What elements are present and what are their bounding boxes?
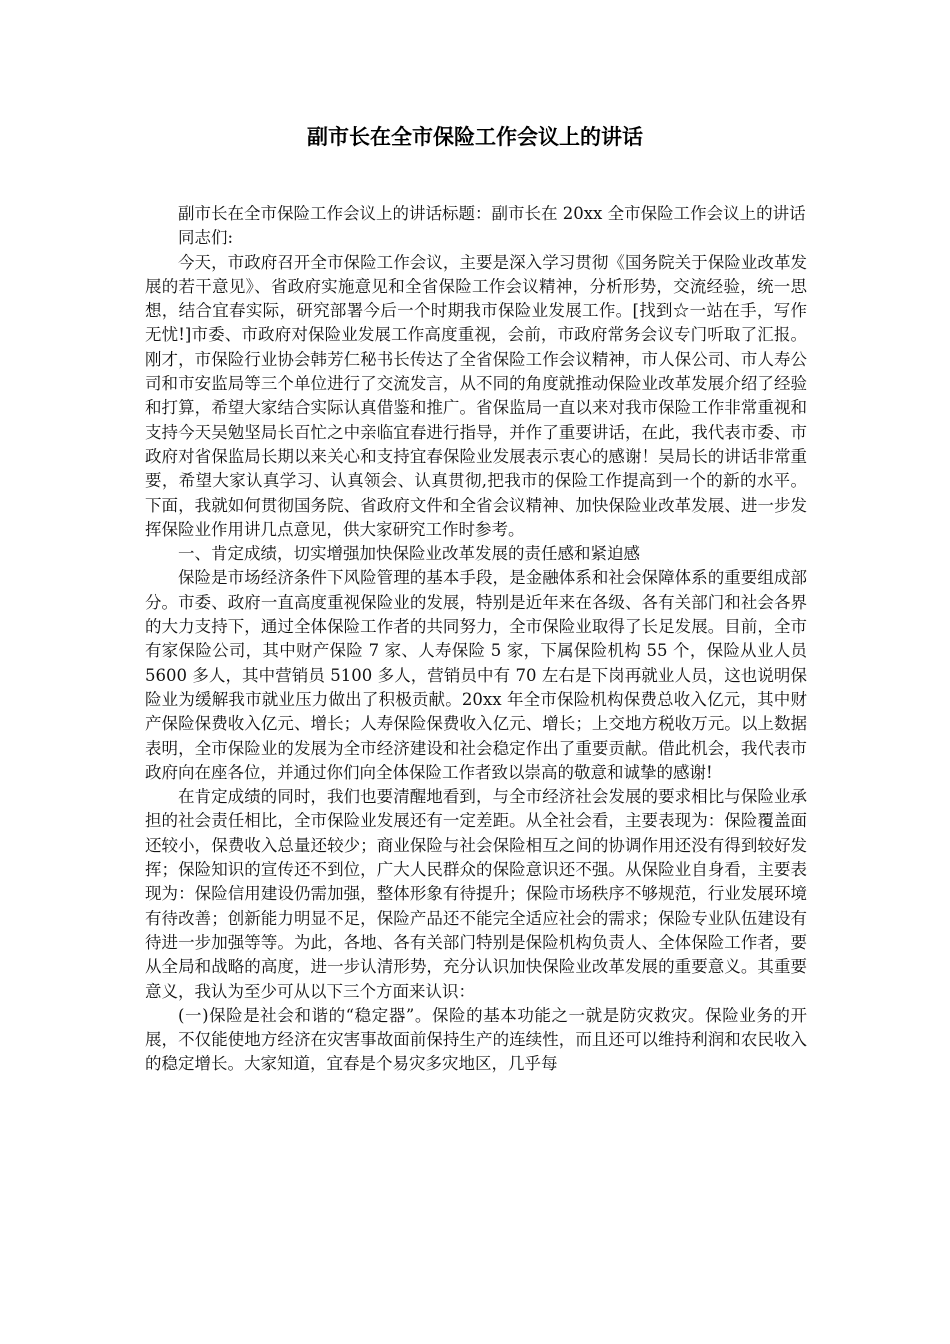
- paragraph-subject: 副市长在全市保险工作会议上的讲话标题：副市长在 20xx 全市保险工作会议上的讲话: [178, 204, 806, 223]
- paragraph-salutation: 同志们:: [178, 228, 234, 248]
- paragraph-achievements: 保险是市场经济条件下风险管理的基本手段，是金融体系和社会保障体系的重要组成部分。市委、政府一直高度重视保险业的发展，特别是近年来在各级、各有关部门和社会各界的大力支持下，通过全体保险工作者的共同努力，全市保险业取得了长足发展。目前，全市有家保险公司，其中财产保险 7 家、人寿保险 5 家，下属保险机构 55 个，保险从业人员 5600 多人，其中营销员 5100 多人，营销员中有 70 左右是下岗再就业人员，这也说明保险业为缓解我市就业压力做出了积极贡献。20xx 年全市保险机构保费总收入亿元，其中财产保险保费收入亿元、增长；人寿保险保费收入亿元、增长；上交地方税收万元。以上数据表明，全市保险业的发展为全市经济建设和社会稳定作出了重要贡献。借此机会，我代表市政府向在座各位，并通过你们向全体保险工作者致以崇高的敬意和诚挚的感谢!: [145, 568, 807, 782]
- section-heading-1: 一、肯定成绩，切实增强加快保险业改革发展的责任感和紧迫感: [178, 544, 640, 564]
- document-body: [145, 202, 807, 1077]
- paragraph-stabilizer: (一)保险是社会和谐的“稳定器”。保险的基本功能之一就是防灾救灾。保险业务的开展，不仅能使地方经济在灾害事故面前保持生产的连续性，而且还可以维持利润和农民收入的稳定增长。大家知道，宜春是个易灾多灾地区，几乎每: [145, 1005, 807, 1074]
- paragraph-gaps: 在肯定成绩的同时，我们也要清醒地看到，与全市经济社会发展的要求相比与保险业承担的社会责任相比，全市保险业发展还有一定差距。从全社会看，主要表现为：保险覆盖面还较小，保费收入总量还较少；商业保险与社会保险相互之间的协调作用还没有得到较好发挥；保险知识的宣传还不到位，广大人民群众的保险意识还不强。从保险业自身看，主要表现为：保险信用建设仍需加强，整体形象有待提升；保险市场秩序不够规范，行业发展环境有待改善；创新能力明显不足，保险产品还不能完全适应社会的需求；保险专业队伍建设有待进一步加强等等。为此，各地、各有关部门特别是保险机构负责人、全体保险工作者，要从全局和战略的高度，进一步认清形势，充分认识加快保险业改革发展的重要意义。其重要意义，我认为至少可从以下三个方面来认识：: [145, 787, 807, 1001]
- paragraph-intro: 今天，市政府召开全市保险工作会议，主要是深入学习贯彻《国务院关于保险业改革发展的若干意见》、省政府实施意见和全省保险工作会议精神，分析形势，交流经验，统一思想，结合宜春实际，研究部署今后一个时期我市保险业发展工作。[找到☆一站在手，写作无忧!]市委、市政府对保险业发展工作高度重视，会前，市政府常务会议专门听取了汇报。刚才，市保险行业协会韩芳仁秘书长传达了全省保险工作会议精神，市人保公司、市人寿公司和市安监局等三个单位进行了交流发言，从不同的角度就推动保险业改革发展介绍了经验和打算，希望大家结合实际认真借鉴和推广。省保监局一直以来对我市保险工作非常重视和支持今天吴勉坚局长百忙之中亲临宜春进行指导，并作了重要讲话，在此，我代表市委、市政府对省保监局长期以来关心和支持宜春保险业发展表示衷心的感谢！吴局长的讲话非常重要，希望大家认真学习、认真领会、认真贯彻,把我市的保险工作提高到一个的新的水平。下面，我就如何贯彻国务院、省政府文件和全省会议精神、加快保险业改革发展、进一步发挥保险业作用讲几点意见，供大家研究工作时参考。: [145, 252, 807, 539]
- document-title: 副市长在全市保险工作会议上的讲话: [307, 125, 643, 149]
